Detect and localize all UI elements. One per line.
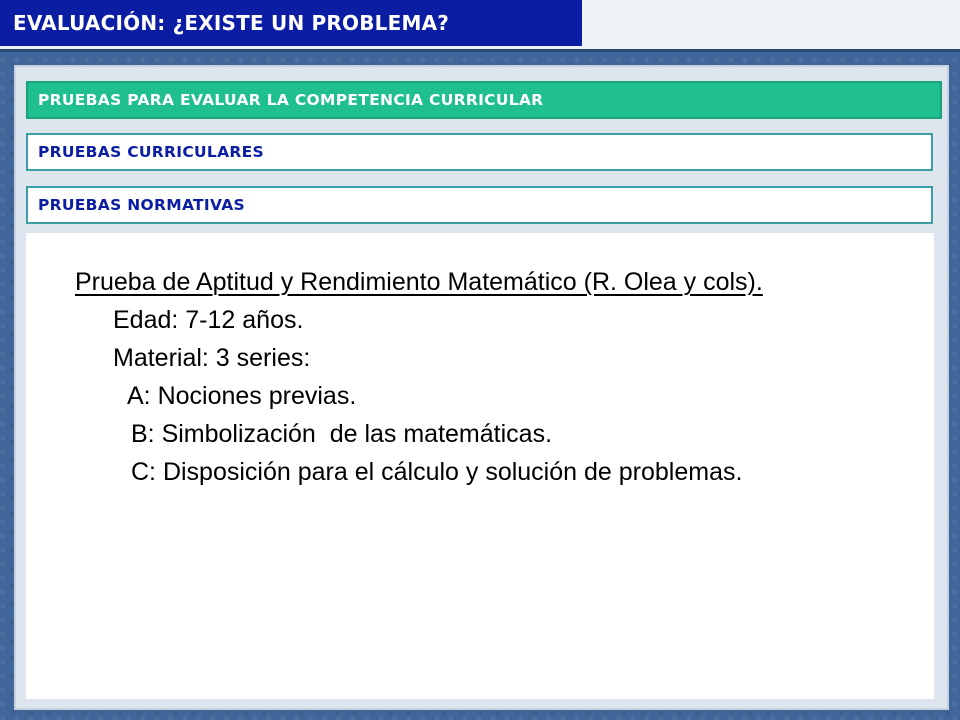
test-series-c: [75, 453, 895, 491]
section-label-competencia-curricular: PRUEBAS PARA EVALUAR LA COMPETENCIA CURRICULAR: [26, 81, 942, 119]
test-title: Prueba de Aptitud y Rendimiento Matemático (R. Olea y cols).: [75, 268, 763, 296]
slide-title: EVALUACIÓN: ¿EXISTE UN PROBLEMA?: [0, 0, 582, 46]
test-series-b: B: Simbolización de las matemáticas.: [131, 420, 553, 448]
test-series-a: A: Nociones previas.: [127, 382, 357, 410]
test-material: Material: 3 series:: [113, 344, 311, 372]
test-series-c-text: C: Disposición para el cálculo y solución de problemas.: [131, 458, 743, 486]
test-age-range: Edad: 7-12 años.: [113, 306, 304, 334]
title-bar: [0, 0, 960, 52]
test-description: [75, 263, 895, 491]
text-panel: [26, 233, 934, 699]
section-label-pruebas-curriculares: PRUEBAS CURRICULARES: [26, 133, 933, 171]
section-label-pruebas-normativas: PRUEBAS NORMATIVAS: [26, 186, 933, 224]
